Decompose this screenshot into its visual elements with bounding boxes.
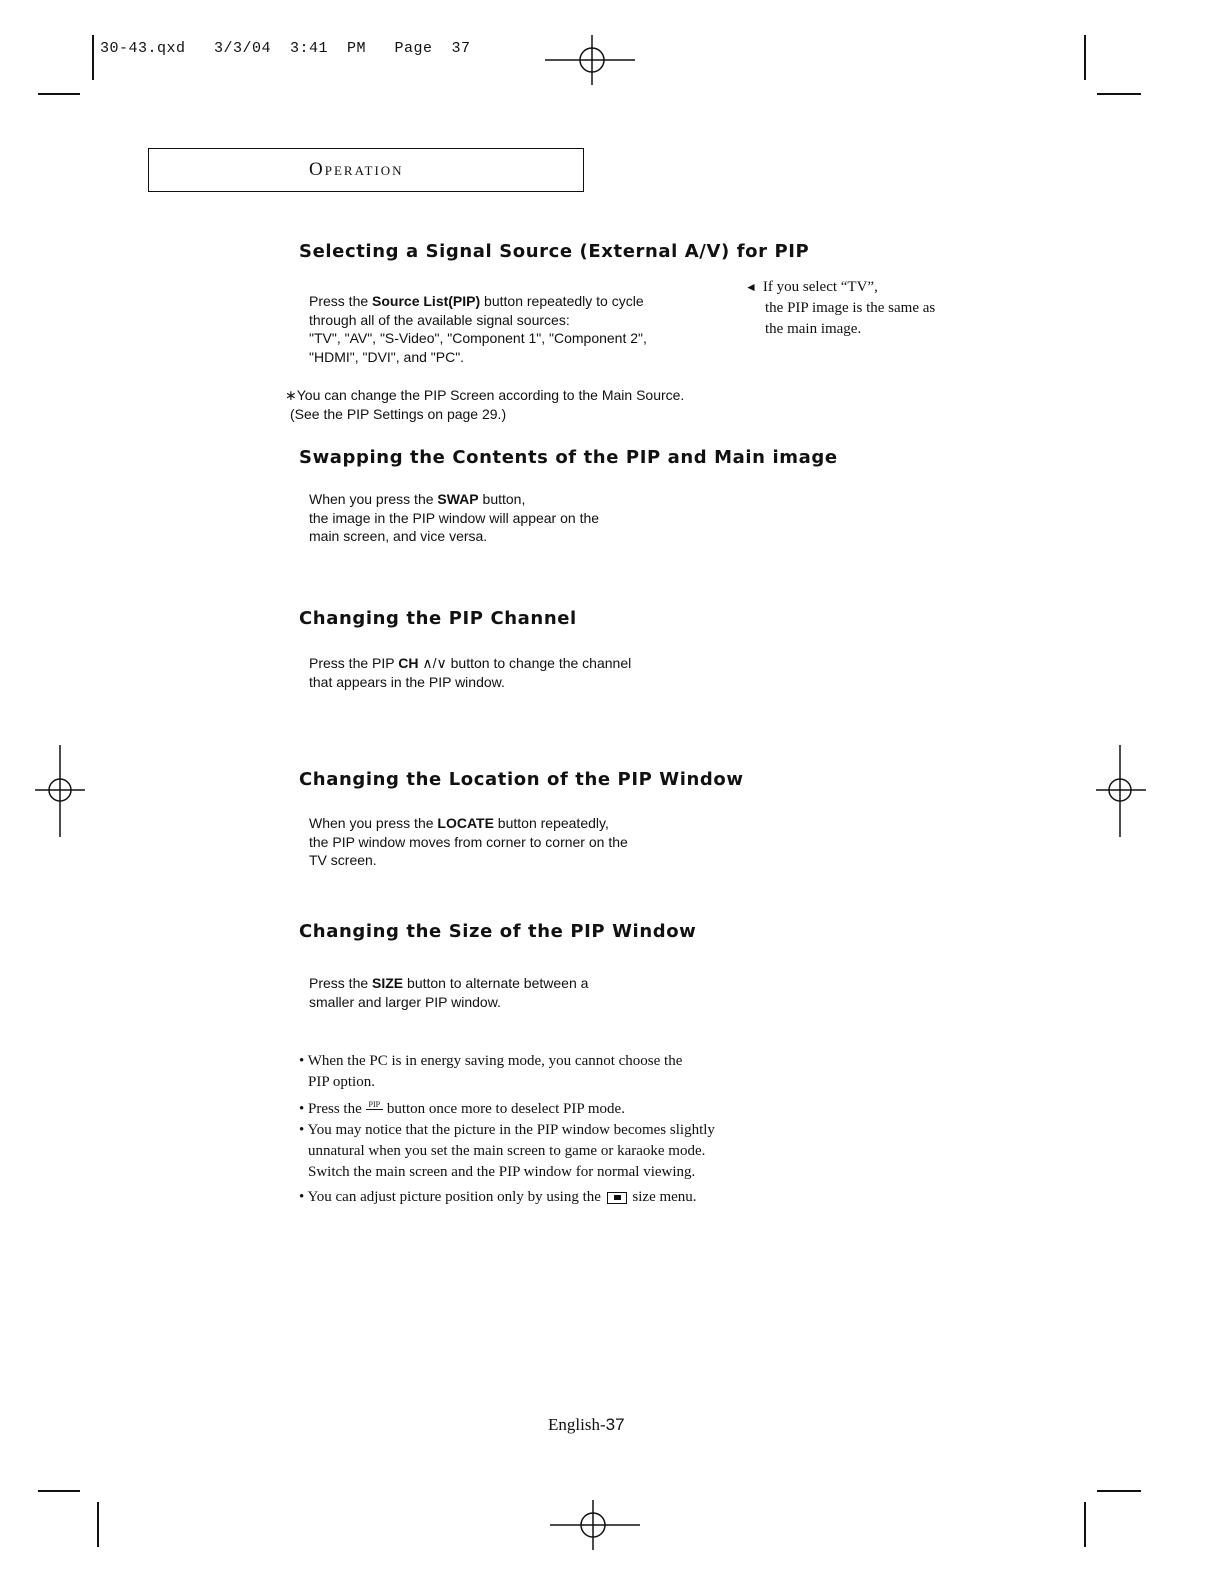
registration-mark-left [35, 745, 85, 837]
crop-mark [38, 93, 80, 95]
side-note-tv: ◄ If you select “TV”, the PIP image is the same as the main image. [745, 279, 936, 337]
arrow-left-icon: ◄ [745, 280, 757, 294]
bullet-energy-saving: • When the PC is in energy saving mode, you cannot choose the [299, 1053, 683, 1069]
bullet-press-pip: • Press the PIP button once more to deselect PIP mode. [299, 1100, 625, 1117]
pip-button-icon: PIP [366, 1101, 384, 1110]
heading-changing-size: Changing the Size of the PIP Window [299, 921, 697, 942]
page-number: 37 [605, 1415, 625, 1434]
section-header [148, 148, 584, 192]
crop-mark [1097, 93, 1141, 95]
print-slug: 30-43.qxd 3/3/04 3:41 PM Page 37 [100, 40, 471, 57]
crop-mark [38, 1490, 80, 1492]
asterisk-note: ∗You can change the PIP Screen according to the Main Source. (See the PIP Settings on page 29.) [285, 387, 685, 422]
paragraph-source-list: Press the Source List(PIP) button repeatedly to cycle through all of the available signal sources: "TV", "AV", "S-Video", "Component 1", "Component 2", "HDMI", "DVI", and "PC". [309, 293, 647, 365]
registration-mark-top [540, 35, 640, 85]
bullet-picture-position: • You can adjust picture position only by using the size menu. [299, 1189, 697, 1205]
paragraph-locate: When you press the LOCATE button repeatedly, the PIP window moves from corner to corner on the TV screen. [309, 815, 628, 868]
bullet-notes: • When the PC is in energy saving mode, you cannot choose the PIP option. • Press the PIP button once more to deselect PIP mode. • You may notice that the picture in the PIP window becomes slightly unnatural when you set the main screen to game or karaoke mode. Switch the main screen and the PIP window for normal viewing. • You can adjust picture position only by using the size menu. [299, 1051, 715, 1208]
registration-mark-bottom [545, 1500, 645, 1550]
paragraph-size: Press the SIZE button to alternate between a smaller and larger PIP window. [309, 975, 589, 1010]
size-menu-icon [607, 1192, 627, 1204]
page-footer: English-37 [548, 1415, 625, 1434]
crop-mark [97, 1502, 99, 1547]
paragraph-pip-channel: Press the PIP CH ∧/∨ button to change the channel that appears in the PIP window. [309, 655, 632, 690]
crop-mark [1084, 1502, 1086, 1547]
crop-mark [1084, 35, 1086, 80]
heading-changing-location: Changing the Location of the PIP Window [299, 769, 744, 790]
crop-mark [1097, 1490, 1141, 1492]
section-header-title: Operation [309, 159, 404, 180]
heading-selecting-signal-source: Selecting a Signal Source (External A/V) for PIP [299, 241, 810, 262]
heading-swapping-contents: Swapping the Contents of the PIP and Main image [299, 447, 838, 468]
heading-changing-pip-channel: Changing the PIP Channel [299, 608, 577, 629]
registration-mark-right [1096, 745, 1146, 837]
paragraph-swap: When you press the SWAP button, the image in the PIP window will appear on the main screen, and vice versa. [309, 491, 600, 544]
crop-mark [92, 35, 94, 80]
bullet-unnatural-picture: • You may notice that the picture in the PIP window becomes slightly [299, 1122, 715, 1138]
